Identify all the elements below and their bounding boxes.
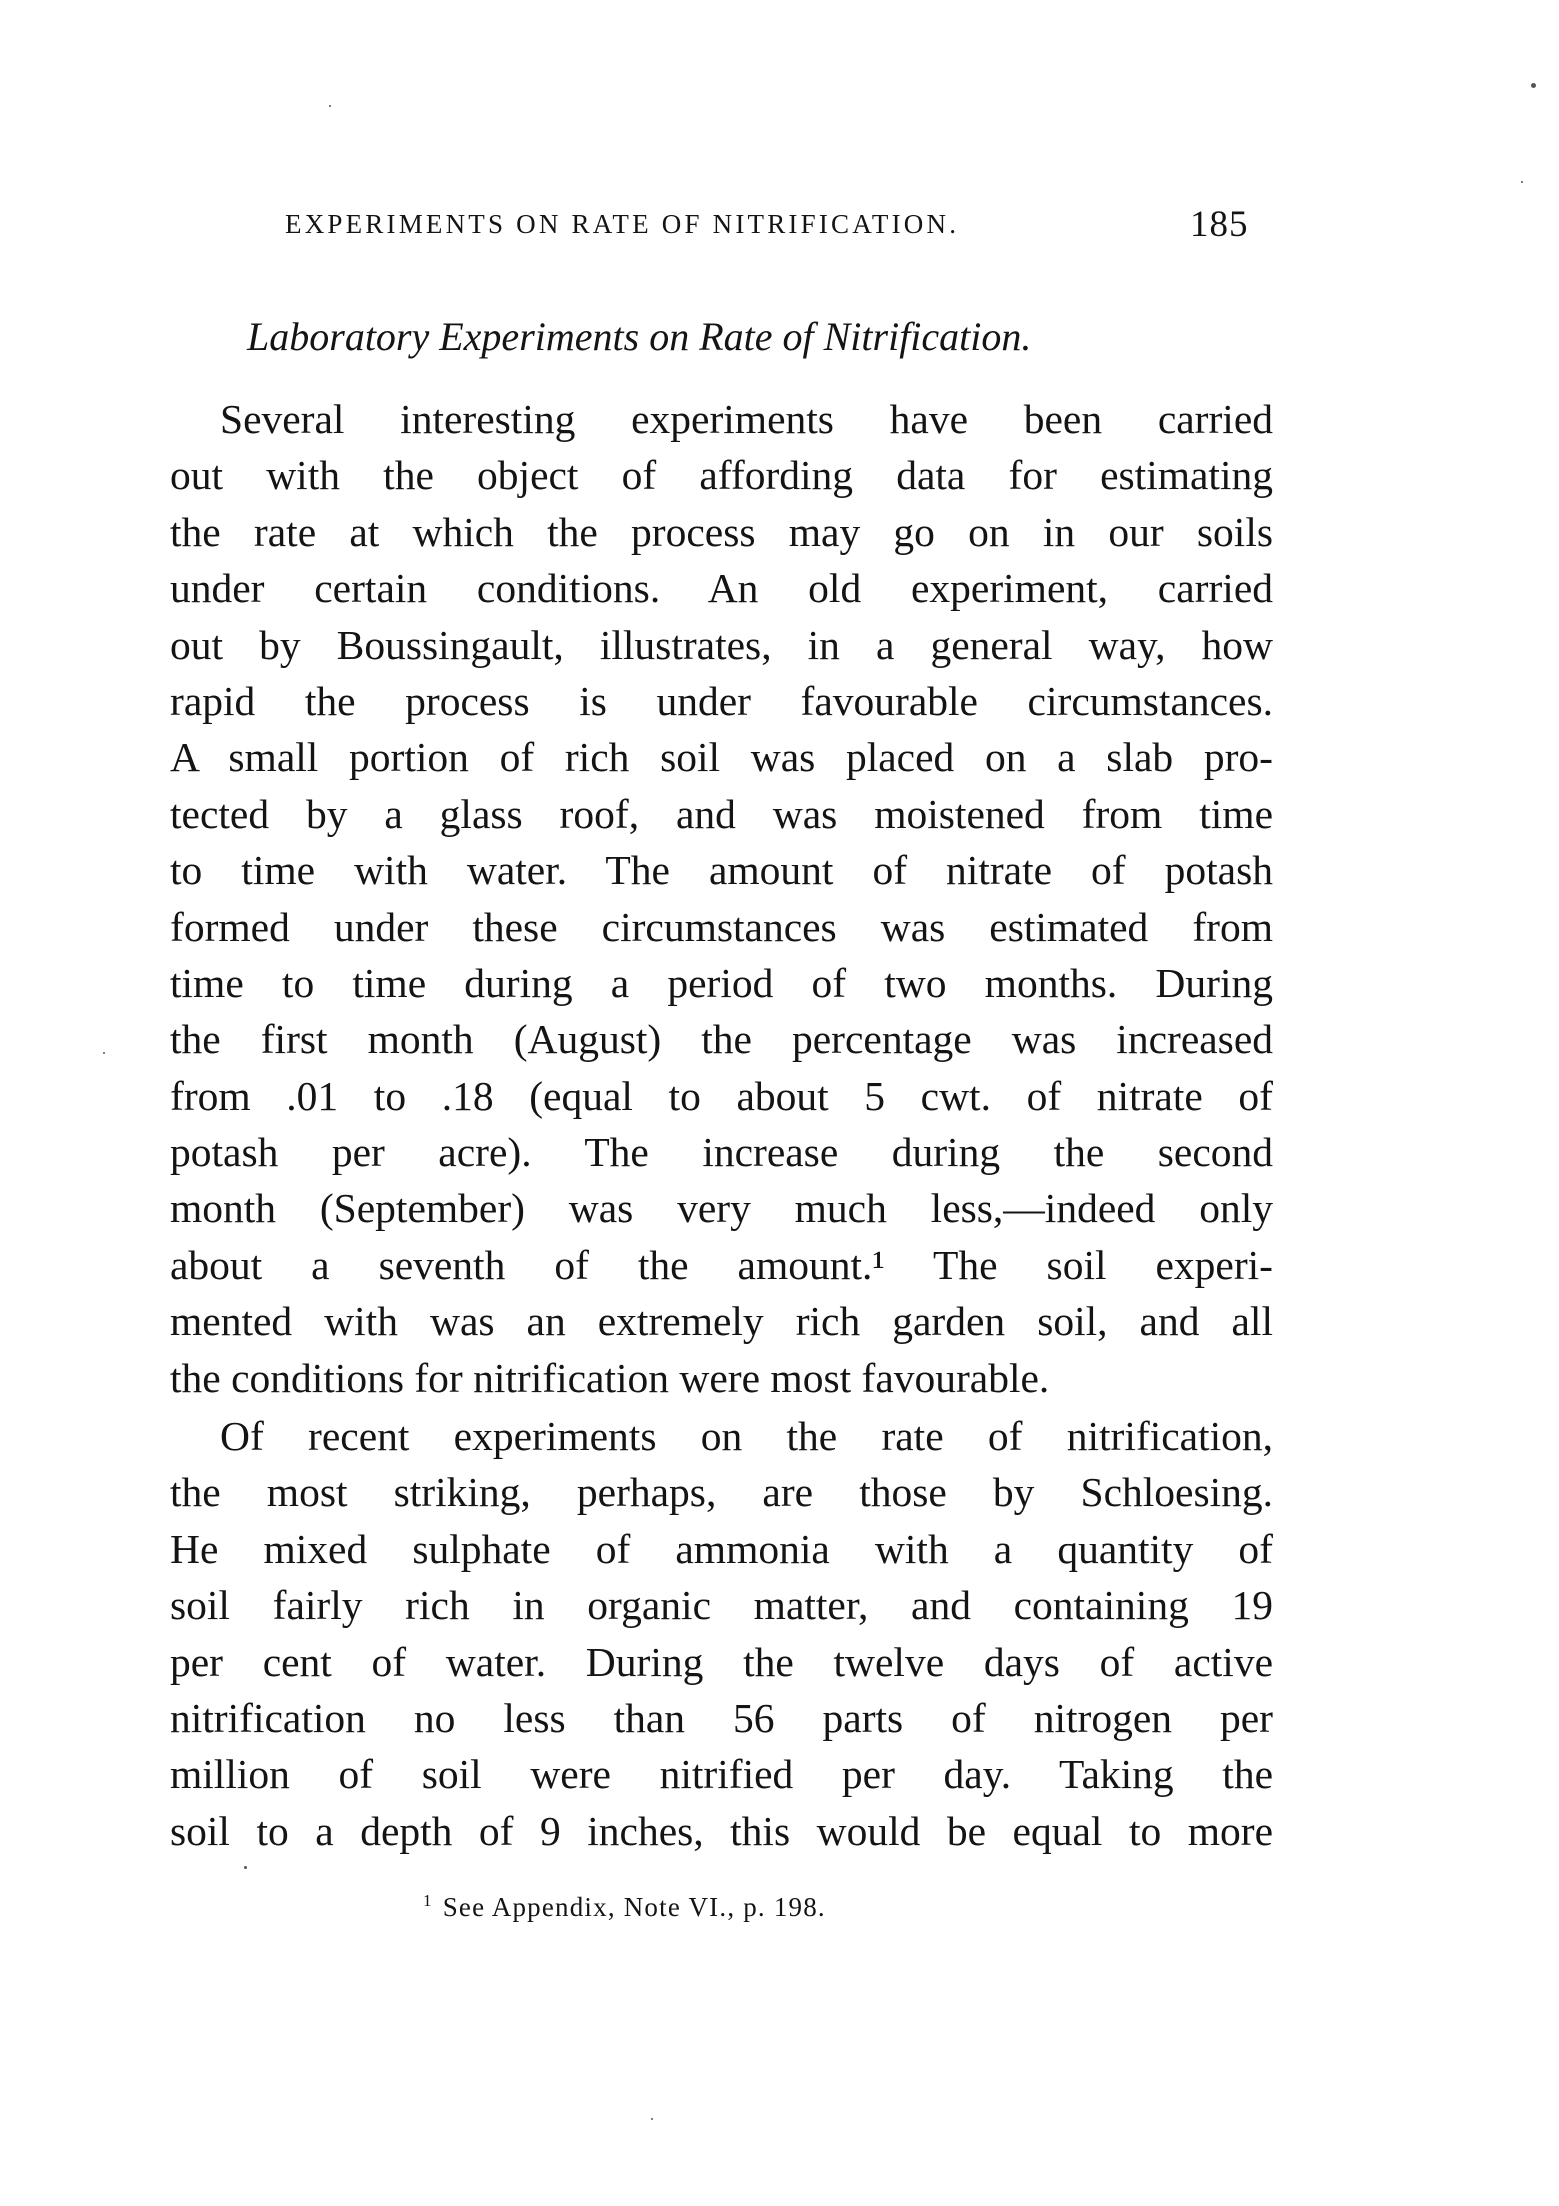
- text-line: He mixed sulphate of ammonia with a quantity of: [170, 1525, 1273, 1572]
- text-line: soil fairly rich in organic matter, and containing 19: [170, 1582, 1273, 1629]
- scan-speck: [1531, 83, 1536, 88]
- text-line: Of recent experiments on the rate of nitrification,: [220, 1413, 1273, 1459]
- scan-speck: [329, 105, 331, 107]
- footnote: [423, 1891, 826, 1923]
- text-line: soil to a depth of 9 inches, this would be equal to more: [170, 1807, 1273, 1854]
- running-title: EXPERIMENTS ON RATE OF NITRIFICATION.: [285, 209, 960, 239]
- text-line: time to time during a period of two months. During: [170, 959, 1273, 1006]
- text-line: the conditions for nitrification were most favourable.: [170, 1354, 1050, 1401]
- text-line: A small portion of rich soil was placed on a slab pro-: [170, 734, 1273, 781]
- text-line: per cent of water. During the twelve days of active: [170, 1638, 1273, 1685]
- page-number: 185: [1190, 204, 1249, 245]
- text-line: from .01 to .18 (equal to about 5 cwt. of nitrate of: [170, 1072, 1273, 1119]
- text-line: the rate at which the process may go on in our soils: [170, 508, 1273, 555]
- text-line: million of soil were nitrified per day. Taking the: [170, 1751, 1273, 1798]
- footnote-text: See Appendix, Note VI., p. 198.: [442, 1892, 826, 1922]
- section-heading: Laboratory Experiments on Rate of Nitrification.: [247, 314, 1032, 359]
- text-line: potash per acre). The increase during the second: [170, 1129, 1273, 1176]
- footnote-marker: 1: [423, 1891, 433, 1910]
- scan-speck: [651, 2118, 653, 2120]
- text-line: Several interesting experiments have been carried: [220, 396, 1273, 442]
- text-line: the most striking, perhaps, are those by Schloesing.: [170, 1469, 1273, 1516]
- scan-speck: [1521, 181, 1523, 183]
- text-line: month (September) was very much less,—indeed only: [170, 1185, 1273, 1232]
- paragraph-2: [170, 1408, 1273, 1859]
- text-line: mented with was an extremely rich garden soil, and all: [170, 1298, 1273, 1345]
- text-line: the first month (August) the percentage was increased: [170, 1016, 1273, 1063]
- paragraph-1: [170, 391, 1273, 1406]
- text-line: under certain conditions. An old experiment, carried: [170, 565, 1273, 612]
- text-line: out with the object of affording data for estimating: [170, 452, 1273, 499]
- text-line: formed under these circumstances was estimated from: [170, 903, 1273, 950]
- text-line: about a seventh of the amount.¹ The soil experi-: [170, 1241, 1273, 1288]
- text-line: nitrification no less than 56 parts of nitrogen per: [170, 1694, 1273, 1741]
- scan-speck: [103, 1052, 105, 1054]
- text-line: to time with water. The amount of nitrate of potash: [170, 847, 1273, 894]
- running-head: [285, 203, 1285, 243]
- scan-speck: [244, 1866, 247, 1869]
- text-line: tected by a glass roof, and was moistened from time: [170, 790, 1273, 837]
- text-line: out by Boussingault, illustrates, in a general way, how: [170, 621, 1273, 668]
- text-line: rapid the process is under favourable circumstances.: [170, 677, 1273, 724]
